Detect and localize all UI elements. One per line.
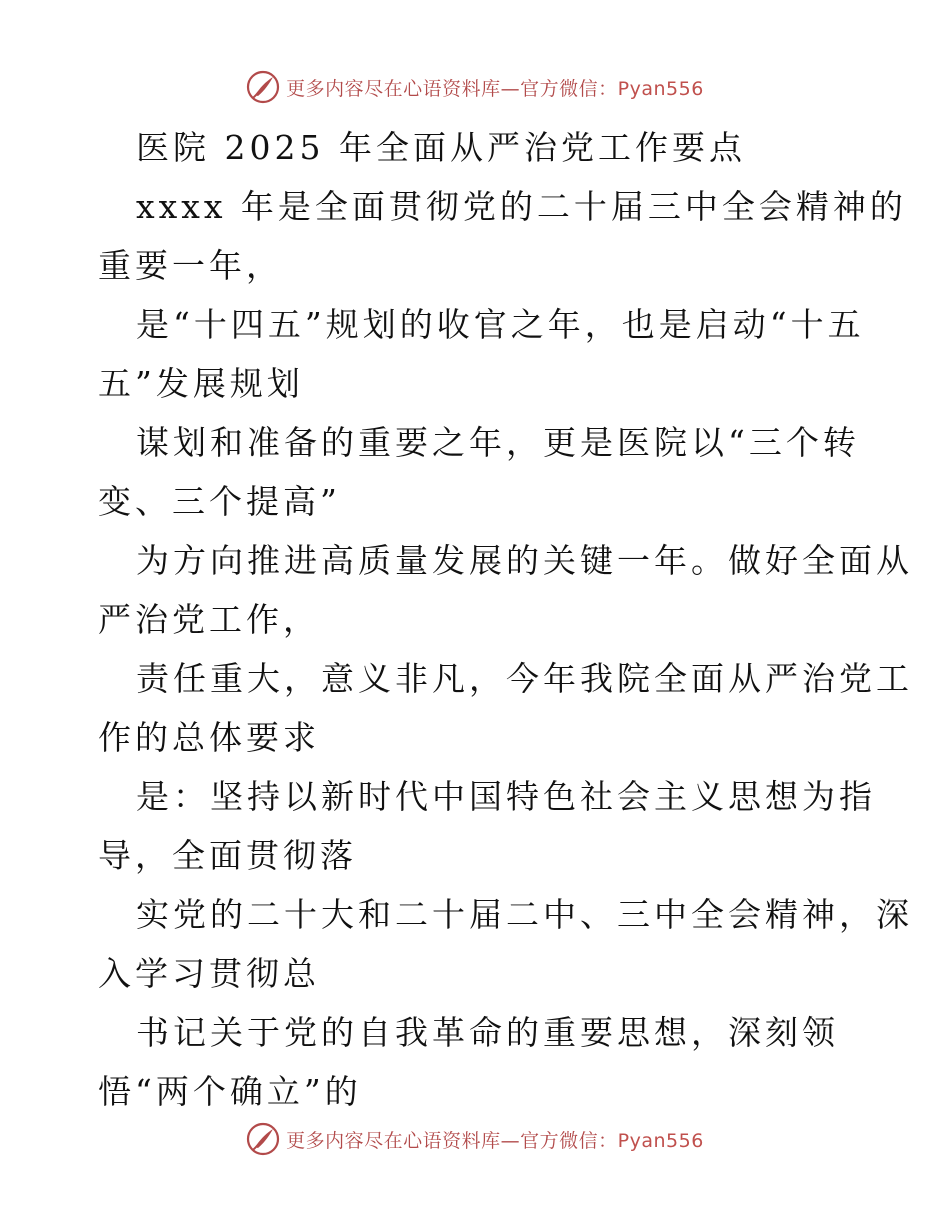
text-line: xxxx 年是全面贯彻党的二十届三中全会精神的 xyxy=(136,187,907,226)
banner-wechat-id: Pyan556 xyxy=(617,77,704,100)
banner-wechat-id: Pyan556 xyxy=(617,1129,704,1152)
text-line: 是“十四五”规划的收官之年，也是启动“十五 xyxy=(136,305,865,344)
document-body xyxy=(98,118,913,1121)
text-line: 导，全面贯彻落 xyxy=(98,836,357,875)
text-line: 悟“两个确立”的 xyxy=(98,1072,362,1111)
banner-label: 更多内容尽在心语资料库—官方微信： xyxy=(286,1129,618,1152)
banner-label: 更多内容尽在心语资料库—官方微信： xyxy=(286,77,618,100)
banner-text xyxy=(286,74,704,101)
text-line: 责任重大，意义非凡，今年我院全面从严治党工 xyxy=(136,659,913,698)
text-line: 严治党工作， xyxy=(98,600,320,639)
text-line: 五”发展规划 xyxy=(98,364,304,403)
text-line: 是：坚持以新时代中国特色社会主义思想为指 xyxy=(136,777,876,816)
quill-logo-icon xyxy=(246,1122,280,1156)
banner-text xyxy=(286,1126,704,1153)
quill-logo-icon xyxy=(246,70,280,104)
text-line: 作的总体要求 xyxy=(98,718,320,757)
text-line: 实党的二十大和二十届二中、三中全会精神，深 xyxy=(136,895,913,934)
text-line: 入学习贯彻总 xyxy=(98,954,320,993)
text-line: 重要一年， xyxy=(98,246,283,285)
text-line: 为方向推进高质量发展的关键一年。做好全面从 xyxy=(136,541,913,580)
text-line: 书记关于党的自我革命的重要思想，深刻领 xyxy=(136,1013,839,1052)
text-line: 变、三个提高” xyxy=(98,482,341,521)
header-banner xyxy=(0,70,950,104)
document-title: 医院 2025 年全面从严治党工作要点 xyxy=(136,128,746,167)
footer-banner xyxy=(0,1122,950,1156)
text-line: 谋划和准备的重要之年，更是医院以“三个转 xyxy=(136,423,860,462)
